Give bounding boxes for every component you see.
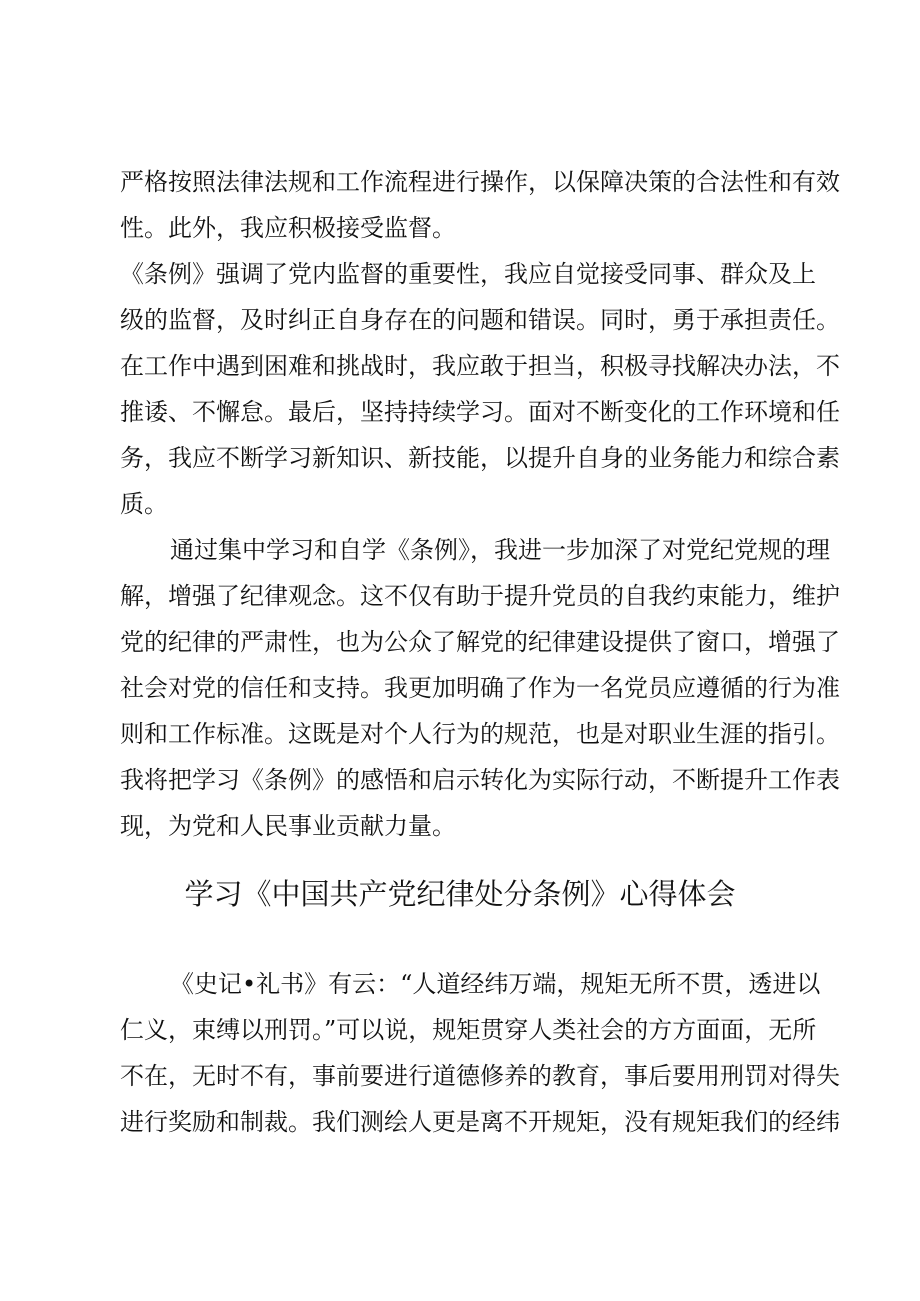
paragraph-2-line-2: 级的监督，及时纠正自身存在的问题和错误。同时，勇于承担责任。 xyxy=(120,306,840,334)
paragraph-3-line-2: 解，增强了纪律观念。这不仅有助于提升党员的自我约束能力，维护 xyxy=(120,582,840,610)
paragraph-2-line-5: 务，我应不断学习新知识、新技能，以提升自身的业务能力和综合素 xyxy=(120,444,840,472)
paragraph-4-line-2: 仁义，束缚以刑罚。”可以说，规矩贯穿人类社会的方方面面，无所 xyxy=(120,1016,817,1044)
paragraph-4-line-3: 不在，无时不有，事前要进行道德修养的教育，事后要用刑罚对得失 xyxy=(120,1062,840,1090)
paragraph-2-line-1: 《条例》强调了党内监督的重要性，我应自觉接受同事、群众及上 xyxy=(120,260,816,288)
paragraph-4-line-1: 《史记•礼书》有云：“人道经纬万端，规矩无所不贯，透进以 xyxy=(170,970,821,998)
paragraph-1-line-2: 性。此外，我应积极接受监督。 xyxy=(120,214,456,242)
paragraph-1-line-1: 严格按照法律法规和工作流程进行操作，以保障决策的合法性和有效 xyxy=(120,168,840,196)
paragraph-3-line-1: 通过集中学习和自学《条例》，我进一步加深了对党纪党规的理 xyxy=(170,536,830,564)
paragraph-3-line-6: 我将把学习《条例》的感悟和启示转化为实际行动，不断提升工作表 xyxy=(120,766,840,794)
paragraph-3-line-5: 则和工作标准。这既是对个人行为的规范，也是对职业生涯的指引。 xyxy=(120,720,840,748)
paragraph-3-line-3: 党的纪律的严肃性，也为公众了解党的纪律建设提供了窗口，增强了 xyxy=(120,628,840,656)
paragraph-4-line-4: 进行奖励和制裁。我们测绘人更是离不开规矩，没有规矩我们的经纬 xyxy=(120,1108,840,1136)
article-title: 学习《中国共产党纪律处分条例》心得体会 xyxy=(184,877,736,911)
paragraph-2-line-3: 在工作中遇到困难和挑战时，我应敢于担当，积极寻找解决办法，不 xyxy=(120,352,840,380)
paragraph-3-line-4: 社会对党的信任和支持。我更加明确了作为一名党员应遵循的行为准 xyxy=(120,674,840,702)
paragraph-2-line-4: 推诿、不懈怠。最后，坚持持续学习。面对不断变化的工作环境和任 xyxy=(120,398,840,426)
paragraph-3-line-7: 现，为党和人民事业贡献力量。 xyxy=(120,812,456,840)
paragraph-2-line-6: 质。 xyxy=(120,490,168,518)
